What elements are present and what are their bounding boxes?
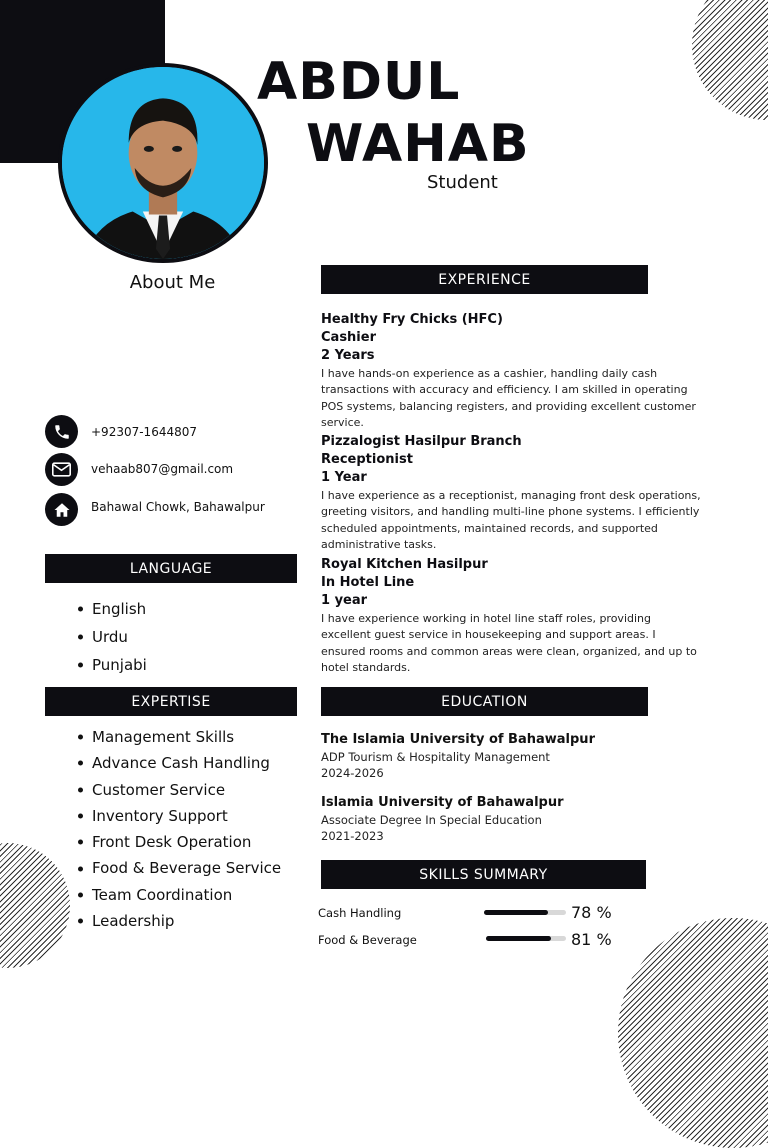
email-address: vehaab807@gmail.com bbox=[91, 462, 234, 476]
job-duration: 1 Year bbox=[321, 470, 367, 485]
list-item: Food & Beverage Service bbox=[78, 855, 281, 881]
education-heading: EDUCATION bbox=[321, 687, 648, 716]
profile-photo bbox=[58, 63, 268, 263]
experience-heading: EXPERIENCE bbox=[321, 265, 648, 294]
list-item: English bbox=[78, 595, 147, 623]
position-title: In Hotel Line bbox=[321, 575, 415, 590]
education-entry bbox=[321, 794, 701, 844]
job-duration: 1 year bbox=[321, 593, 368, 608]
study-years: 2024-2026 bbox=[321, 766, 384, 780]
home-address: Bahawal Chowk, Bahawalpur bbox=[91, 500, 265, 514]
skill-percent: 81 % bbox=[571, 930, 612, 949]
company-name: Royal Kitchen Hasilpur bbox=[321, 557, 488, 572]
list-item: Advance Cash Handling bbox=[78, 750, 281, 776]
position-title: Receptionist bbox=[321, 452, 413, 467]
list-item: Team Coordination bbox=[78, 882, 281, 908]
hatched-circle-bottom-left bbox=[0, 843, 70, 968]
experience-entry bbox=[321, 433, 701, 553]
phone-number: +92307-1644807 bbox=[91, 425, 198, 439]
phone-icon bbox=[45, 415, 78, 448]
skill-bar-cash-handling bbox=[484, 910, 566, 915]
skill-percent: 78 % bbox=[571, 903, 612, 922]
job-title: Student bbox=[427, 172, 498, 193]
language-heading: LANGUAGE bbox=[45, 554, 297, 583]
experience-entry bbox=[321, 311, 701, 431]
degree-name: Associate Degree In Special Education bbox=[321, 813, 542, 827]
about-me-heading: About Me bbox=[129, 272, 216, 293]
expertise-heading: EXPERTISE bbox=[45, 687, 297, 716]
study-years: 2021-2023 bbox=[321, 829, 384, 843]
home-icon bbox=[45, 493, 78, 526]
mail-icon bbox=[45, 453, 78, 486]
job-duration: 2 Years bbox=[321, 348, 375, 363]
job-description: I have hands-on experience as a cashier, handling daily cash transactions with accuracy and efficiency. I am skilled in operating POS systems, balancing registers, and providing excellent customer service. bbox=[321, 367, 696, 429]
expertise-list bbox=[78, 724, 281, 934]
list-item: Leadership bbox=[78, 908, 281, 934]
job-description: I have experience working in hotel line staff roles, providing excellent guest service in housekeeping and support areas. I ensured rooms and common areas were clean, organized, and up to hotel standards. bbox=[321, 612, 697, 674]
school-name: The Islamia University of Bahawalpur bbox=[321, 732, 595, 747]
position-title: Cashier bbox=[321, 330, 376, 345]
first-name: ABDUL bbox=[257, 52, 461, 112]
hatched-circle-bottom-right bbox=[618, 918, 768, 1148]
skills-summary-heading: SKILLS SUMMARY bbox=[321, 860, 646, 889]
company-name: Pizzalogist Hasilpur Branch bbox=[321, 434, 522, 449]
skill-label: Food & Beverage bbox=[318, 933, 417, 947]
list-item: Punjabi bbox=[78, 651, 147, 679]
degree-name: ADP Tourism & Hospitality Management bbox=[321, 750, 550, 764]
skill-bar-fill bbox=[486, 936, 551, 941]
list-item: Management Skills bbox=[78, 724, 281, 750]
hatched-circle-top-right bbox=[692, 0, 768, 120]
list-item: Inventory Support bbox=[78, 803, 281, 829]
list-item: Urdu bbox=[78, 623, 147, 651]
school-name: Islamia University of Bahawalpur bbox=[321, 795, 564, 810]
skill-bar-fill bbox=[484, 910, 548, 915]
list-item: Front Desk Operation bbox=[78, 829, 281, 855]
last-name: WAHAB bbox=[306, 114, 530, 174]
skill-label: Cash Handling bbox=[318, 906, 402, 920]
company-name: Healthy Fry Chicks (HFC) bbox=[321, 312, 503, 327]
language-list bbox=[78, 595, 147, 679]
list-item: Customer Service bbox=[78, 777, 281, 803]
skill-bar-food-beverage bbox=[486, 936, 566, 941]
experience-entry bbox=[321, 556, 701, 676]
job-description: I have experience as a receptionist, managing front desk operations, greeting visitors, and handling multi-line phone systems. I efficiently scheduled appointments, maintained records, and supported administrative tasks. bbox=[321, 489, 701, 551]
education-entry bbox=[321, 731, 701, 781]
